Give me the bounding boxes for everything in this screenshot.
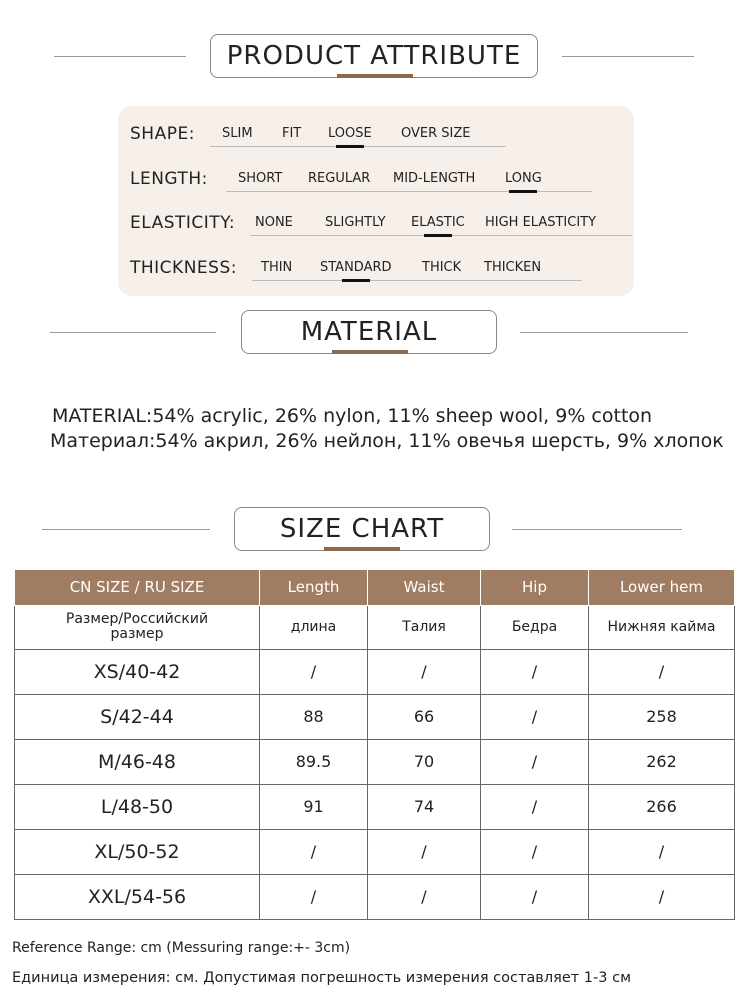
attr-option: SLIGHTLY (325, 215, 386, 230)
length-cell: / (260, 649, 368, 694)
col-header-hip: Hip (481, 570, 589, 605)
header-left-rule (42, 529, 210, 530)
hip-cell: / (481, 874, 589, 919)
length-cell: 91 (260, 784, 368, 829)
table-row (15, 649, 735, 694)
material-ru (50, 430, 724, 452)
subheader-hip: Бедра (481, 605, 589, 649)
table-row (15, 694, 735, 739)
table-row (15, 829, 735, 874)
attr-label: THICKNESS: (130, 258, 237, 278)
lower-hem-cell: 262 (589, 739, 735, 784)
subheader-size: Размер/Российский размер (15, 605, 260, 649)
reference-note-ru: Единица измерения: см. Допустимая погрешность измерения составляет 1-3 см (12, 970, 632, 986)
length-cell: 88 (260, 694, 368, 739)
material-en (52, 405, 652, 427)
lower-hem-cell: 258 (589, 694, 735, 739)
attr-option: REGULAR (308, 171, 371, 186)
size-chart-table (14, 570, 735, 920)
header-left-rule (50, 332, 216, 333)
attr-option: SLIM (222, 126, 253, 141)
attr-rule (252, 280, 582, 281)
attr-option: HIGH ELASTICITY (485, 215, 597, 230)
header-accent-bar (337, 74, 413, 78)
attr-option: MID-LENGTH (393, 171, 476, 186)
table-row (15, 739, 735, 784)
size-cell: XS/40-42 (15, 649, 260, 694)
col-header-waist: Waist (368, 570, 481, 605)
hip-cell: / (481, 784, 589, 829)
col-header-length: Length (260, 570, 368, 605)
hip-cell: / (481, 649, 589, 694)
waist-cell: 66 (368, 694, 481, 739)
reference-note-en: Reference Range: cm (Messuring range:+- 3cm) (12, 940, 351, 956)
attr-option-selected: ELASTIC (411, 215, 465, 230)
length-cell: / (260, 829, 368, 874)
waist-cell: / (368, 829, 481, 874)
size-cell: M/46-48 (15, 739, 260, 784)
waist-cell: / (368, 649, 481, 694)
material-ru-label: Материал: (50, 430, 156, 452)
attribute-panel (118, 106, 634, 296)
header-left-rule (54, 56, 186, 57)
attr-option: THICKEN (484, 260, 542, 275)
waist-cell: 74 (368, 784, 481, 829)
attr-option: SHORT (238, 171, 283, 186)
attr-option: THIN (261, 260, 293, 275)
attr-option: FIT (282, 126, 302, 141)
attr-option: NONE (255, 215, 293, 230)
hip-cell: / (481, 829, 589, 874)
table-header-row (15, 570, 735, 605)
size-cell: S/42-44 (15, 694, 260, 739)
table-row (15, 784, 735, 829)
attr-option: OVER SIZE (401, 126, 471, 141)
header-right-rule (520, 332, 688, 333)
lower-hem-cell: / (589, 649, 735, 694)
header-accent-bar (324, 547, 400, 551)
subheader-length: длина (260, 605, 368, 649)
header-accent-bar (332, 350, 408, 354)
attr-option: THICK (422, 260, 462, 275)
length-cell: / (260, 874, 368, 919)
material-ru-value: 54% акрил, 26% нейлон, 11% овечья шерсть, 9% хлопок (155, 430, 724, 452)
material-title: MATERIAL (241, 310, 497, 354)
waist-cell: / (368, 874, 481, 919)
size-cell: XL/50-52 (15, 829, 260, 874)
attr-label: ELASTICITY: (130, 213, 236, 233)
product-attribute-title: PRODUCT ATTRIBUTE (210, 34, 538, 78)
col-header-size: CN SIZE / RU SIZE (15, 570, 260, 605)
attr-option-selected: LONG (505, 171, 542, 186)
size-cell: XXL/54-56 (15, 874, 260, 919)
size-chart-header (0, 507, 750, 555)
table-row (15, 874, 735, 919)
product-attribute-header (0, 34, 750, 82)
header-right-rule (512, 529, 682, 530)
subheader-lower-hem: Нижняя кайма (589, 605, 735, 649)
size-chart-title: SIZE CHART (234, 507, 490, 551)
lower-hem-cell: / (589, 874, 735, 919)
material-en-label: MATERIAL: (52, 405, 153, 427)
attr-option-selected: STANDARD (320, 260, 392, 275)
table-subheader-row (15, 605, 735, 649)
material-header (0, 310, 750, 358)
waist-cell: 70 (368, 739, 481, 784)
lower-hem-cell: / (589, 829, 735, 874)
subheader-waist: Талия (368, 605, 481, 649)
material-en-value: 54% acrylic, 26% nylon, 11% sheep wool, 9% cotton (152, 405, 653, 427)
col-header-lower-hem: Lower hem (589, 570, 735, 605)
attr-label: SHAPE: (130, 124, 195, 144)
attr-label: LENGTH: (130, 169, 208, 189)
header-right-rule (562, 56, 694, 57)
hip-cell: / (481, 739, 589, 784)
hip-cell: / (481, 694, 589, 739)
length-cell: 89.5 (260, 739, 368, 784)
lower-hem-cell: 266 (589, 784, 735, 829)
attr-option-selected: LOOSE (328, 126, 372, 141)
size-cell: L/48-50 (15, 784, 260, 829)
